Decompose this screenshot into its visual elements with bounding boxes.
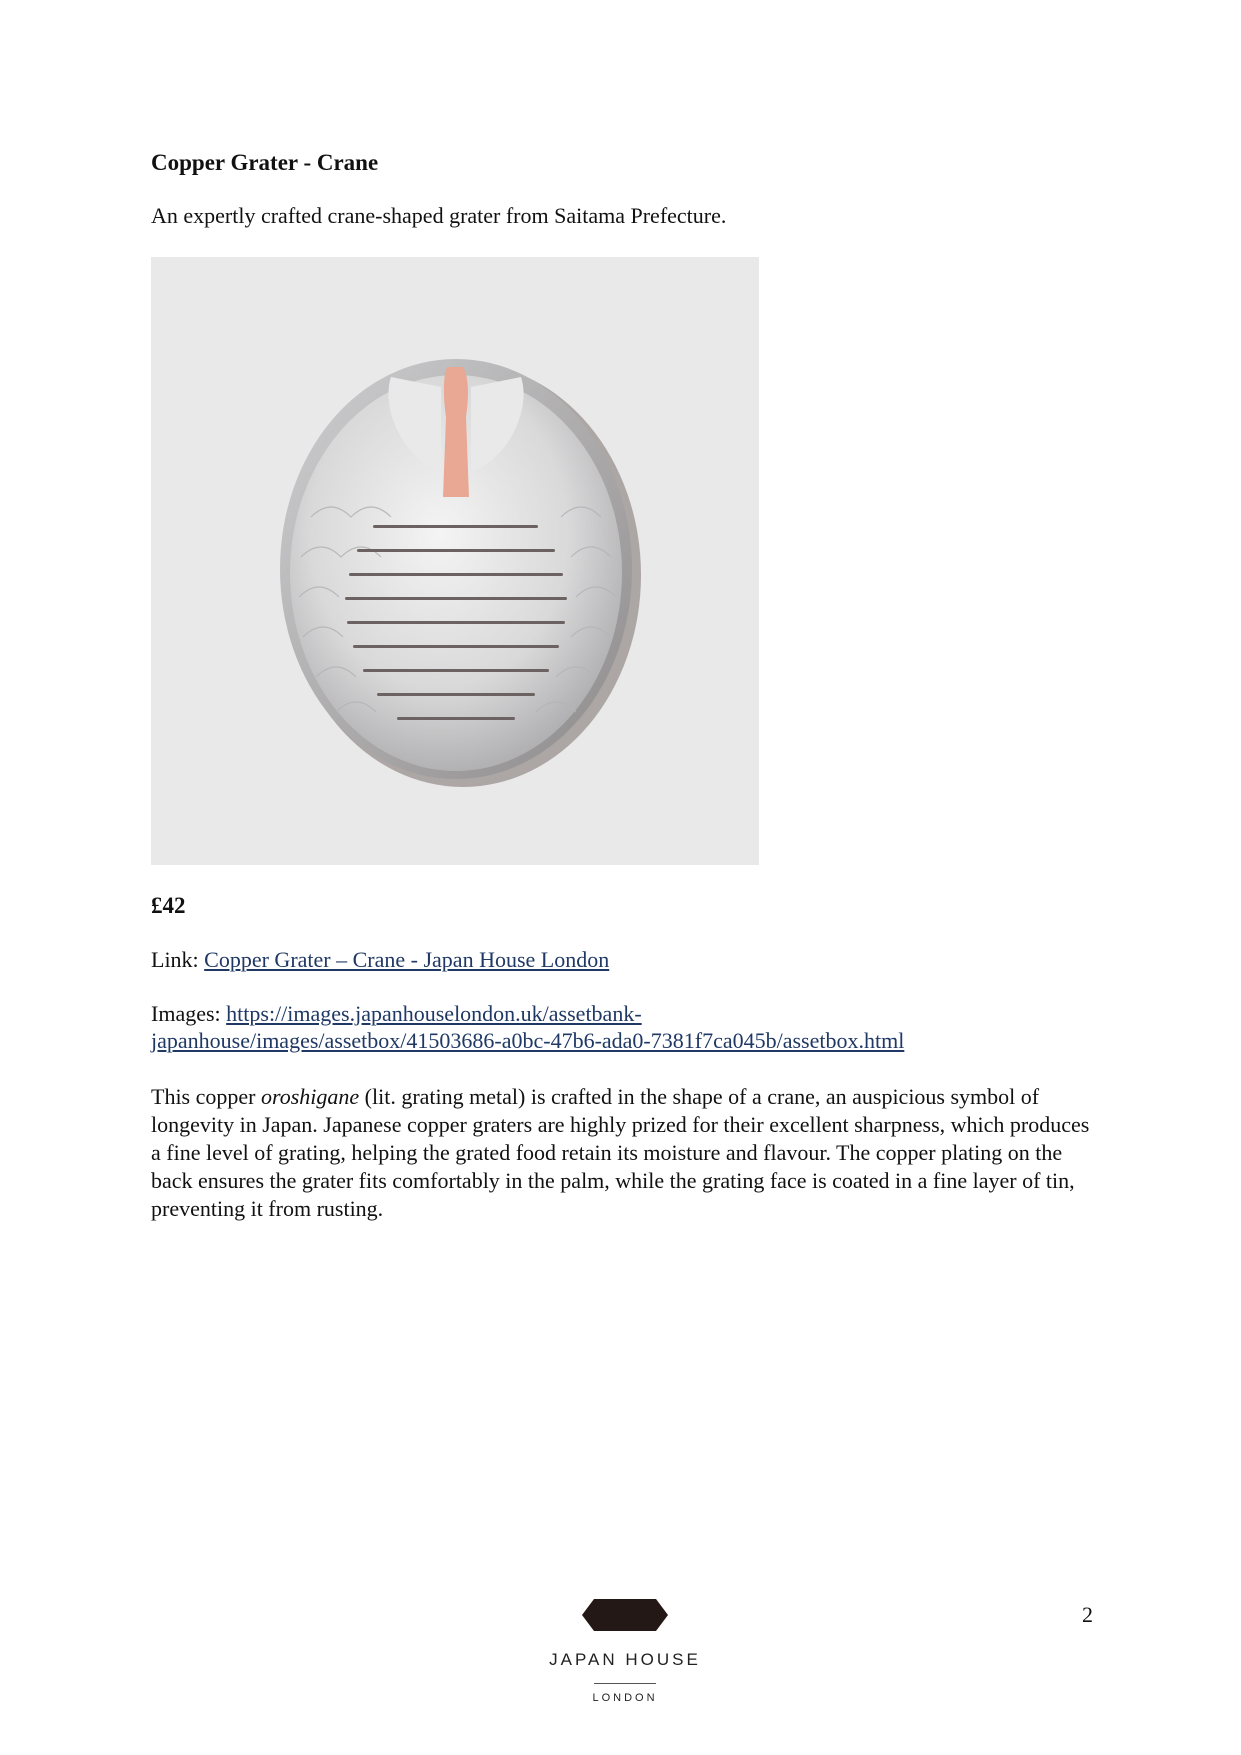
product-page-link[interactable]: Copper Grater – Crane - Japan House London	[204, 947, 610, 972]
grater-illustration	[151, 257, 759, 865]
description-term: oroshigane	[260, 1084, 360, 1109]
product-description	[151, 1083, 1096, 1223]
page-number: 2	[1082, 1602, 1093, 1627]
logo-sub: LONDON	[592, 1692, 658, 1704]
images-link-line	[151, 1000, 1101, 1054]
description-before: This copper	[151, 1084, 261, 1109]
description-after: (lit. grating metal) is crafted in the shape of a crane, an auspicious symbol of longevity in Japan. Japanese copper graters are highly prized for their excellent sharpness, which produces a fine level of grating, helping the grated food retain its moisture and flavour. The copper plating on the back ensures the grater fits comfortably in the palm, while the grating face is coated in a fine layer of tin, preventing it from rusting.	[151, 1084, 1090, 1221]
images-label: Images:	[151, 1001, 227, 1026]
crane-neck-handle	[443, 367, 469, 497]
link-label: Link:	[151, 947, 205, 972]
product-subtitle: An expertly crafted crane-shaped grater from Saitama Prefecture.	[151, 203, 727, 228]
product-title: Copper Grater - Crane	[151, 150, 379, 175]
product-link-line	[151, 946, 1101, 973]
logo-name: JAPAN HOUSE	[549, 1650, 701, 1669]
images-link-line-2: japanhouse/images/assetbox/41503686-a0bc-47b6-ada0-7381f7ca045b/assetbox.html	[151, 1028, 905, 1053]
images-link-line-1: https://images.japanhouselondon.uk/assetbank-	[226, 1001, 642, 1026]
images-link[interactable]	[151, 1001, 904, 1053]
product-price: £42	[151, 893, 186, 918]
product-image	[151, 257, 759, 865]
japan-house-logo-icon	[580, 1597, 670, 1633]
logo-divider	[594, 1683, 656, 1684]
